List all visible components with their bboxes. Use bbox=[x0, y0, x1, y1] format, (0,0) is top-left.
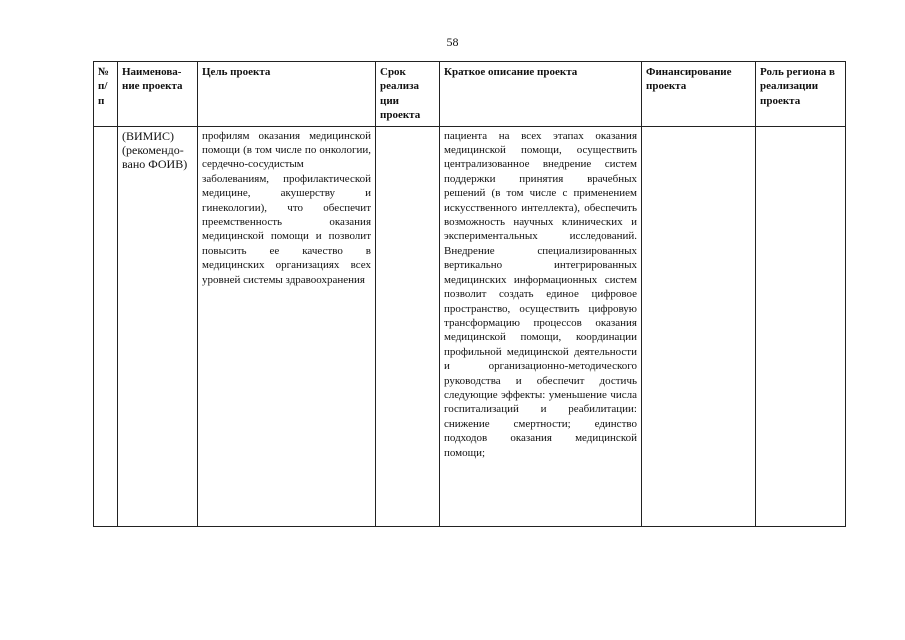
header-project-goal: Цель проекта bbox=[198, 62, 376, 127]
cell-term bbox=[376, 126, 440, 526]
header-term: Срок реализа ции проекта bbox=[376, 62, 440, 127]
cell-financing bbox=[642, 126, 756, 526]
cell-number bbox=[94, 126, 118, 526]
cell-project-name: (ВИМИС) (рекомендо-вано ФОИВ) bbox=[118, 126, 198, 526]
header-financing: Финансирование проекта bbox=[642, 62, 756, 127]
table-row bbox=[94, 126, 846, 526]
header-project-name: Наименова-ние проекта bbox=[118, 62, 198, 127]
project-table bbox=[93, 61, 846, 527]
cell-region-role bbox=[756, 126, 846, 526]
header-region-role: Роль региона в реализации проекта bbox=[756, 62, 846, 127]
header-number: № п/ п bbox=[94, 62, 118, 127]
cell-project-goal: профилям оказания медицинской помощи (в том числе по онкологии, сердечно-сосудистым заболеваниям, профилактической медицине, акушерству и гинекологии), что обеспечит преемственность оказания медицинской помощи и позволит повысить ее качество в медицинских организациях всех уровней системы здравоохранения bbox=[198, 126, 376, 526]
header-description: Краткое описание проекта bbox=[440, 62, 642, 127]
page-number: 58 bbox=[446, 35, 459, 49]
table-header-row bbox=[94, 62, 846, 127]
cell-description: пациента на всех этапах оказания медицинской помощи, осуществить централизованное внедрение систем поддержки принятия врачебных решений (в том числе с применением искусственного интеллекта), обеспечить возможность научных клинических и экспериментальных исследований. Внедрение специализированных вертикально интегрированных медицинских информационных систем позволит создать единое цифровое пространство, осуществить цифровую трансформацию процессов оказания медицинской помощи, координации профильной медицинской деятельности и организационно-методического руководства и обеспечит достичь следующие эффекты: уменьшение числа госпитализаций и реабилитации: снижение смертности; единство подходов оказания медицинской помощи; bbox=[440, 126, 642, 526]
